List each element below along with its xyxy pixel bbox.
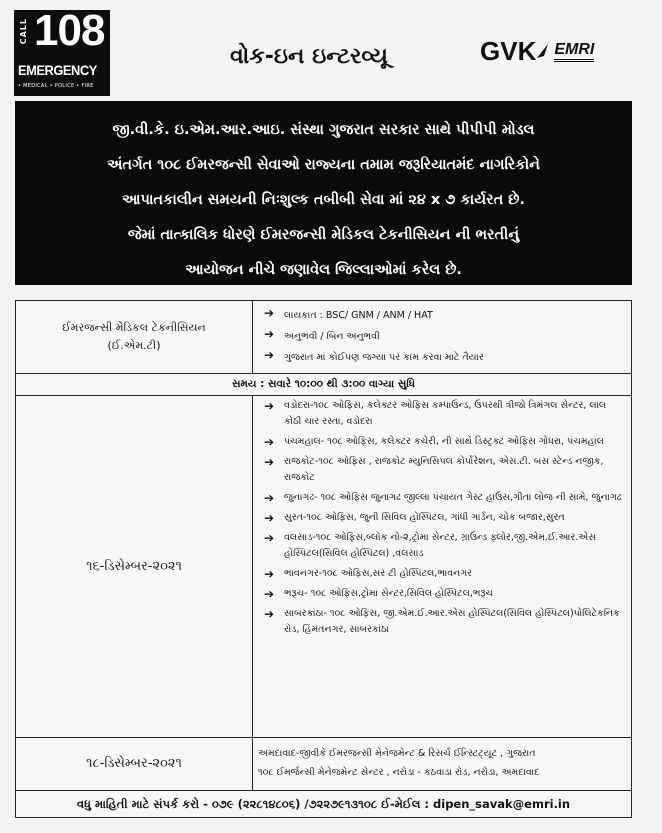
arrow-icon: ➔	[264, 348, 275, 362]
location-item: ➔ જુનાગઢ- ૧૦૮ ઓફિસ જુનાગઢ જીલ્લા પંચાયત ગેસ્ટ હાઉસ,ગીતા લોજ ની સામે, જુનાગઢ	[264, 491, 622, 505]
schedule-date: ૧૬-ડિસેમ્બર-૨૦૨૧	[16, 396, 253, 737]
arrow-icon: ➔	[264, 327, 275, 341]
schedule-date: ૧૮-ડિસેમ્બર-૨૦૨૧	[16, 738, 253, 790]
intro-line: જેમાં તાત્કાલિક ધોરણે ઈમરજન્સી મેડિકલ ટેકનીસિયન ની ભરતીનું	[127, 227, 520, 243]
address-cell	[252, 738, 631, 790]
arrow-icon: ➔	[264, 399, 275, 413]
arrow-icon: ➔	[264, 491, 275, 505]
brand-swoosh-icon	[536, 42, 550, 60]
intro-line: આયોજન નીચે જણાવેલ જિલ્લાઓમાં કરેલ છે.	[185, 262, 462, 278]
locations-cell	[252, 396, 631, 737]
logo-tagline: • MEDICAL • POLICE • FIRE	[18, 83, 94, 89]
arrow-icon: ➔	[264, 306, 275, 320]
poster-title: વોક-ઇન ઇન્ટરવ્યૂ	[230, 44, 388, 69]
location-item: ➔ સાબરકાંઠા- ૧૦૮ ઓફિસ, જી.એમ.ઈ.આર.એસ હોસ્પિટલ(સિવિલ હોસ્પિટલ)પોલિટેકનિક રોડ, હિંમતનગર, સાબરકાંઠા	[264, 606, 625, 638]
brand-gvk: GVK	[480, 35, 537, 66]
arrow-icon: ➔	[264, 455, 275, 469]
logo-number: 108	[34, 6, 105, 55]
location-item: ➔ રાજકોટ-૧૦૮ ઓફિસ , રાજકોટ મ્યુનિસિપલ કોર્પોરેશન, એસ.ટી. બસ સ્ટેન્ડ નજીક, રાજકોટ	[264, 454, 625, 486]
position-abbr: (ઈ.એમ.ટી)	[107, 339, 161, 352]
arrow-icon: ➔	[264, 531, 275, 545]
position-name: ઈમરજન્સી મેડિકલ ટેકનીસિયન	[62, 321, 206, 334]
address-line: અમદાવાદ-જીવીકે ઈમરજન્સી મેનેજમેન્ટ & રિસર્ચ ઈન્સ્ટિટ્યૂટ , ગુજરાત	[258, 748, 536, 759]
contact-footer: વધુ માહિતી માટે સંપર્ક કરો - ૦૭૯ (૨૨૮૧૪૮૦૬) /૭૨૨૭૯૧૩૧૦૮ ઈ-મેઈલ : dipen_savak@emri.in	[15, 790, 632, 818]
intro-line: જી.વી.કે. ઇ.એમ.આર.આઇ. સંસ્થા ગુજરાત સરકાર સાથે પીપીપી મોડલ	[112, 122, 535, 138]
requirement-item: ➔ અનુભવી / બિન અનુભવી	[264, 326, 625, 347]
schedule-row	[15, 395, 632, 737]
location-item: ➔ ભાવનગર-૧૦૮ ઓફિસ,સર ટી હોસ્પિટલ,ભાવનગર	[264, 567, 473, 581]
requirement-item: ➔ ગુજરાત માં કોઈપણ જગ્યા પર કામ કરવા માટે તૈયાર	[264, 347, 625, 368]
logo-emergency-text: EMERGENCY	[18, 62, 97, 78]
position-row	[15, 300, 632, 373]
brand-emri: EMRI	[554, 41, 594, 62]
location-item: ➔ પંચમહાલ- ૧૦૮ ઓફિસ, કલેક્ટર કચેરી, ની સાથે ડિસ્ટ્રક્ટ ઓફિસ ગોધરા, પંચમહાલ	[264, 435, 604, 449]
location-item: ➔ સુરત-૧૦૮ ઓફિસ, જુની સિવિલ હોસ્પિટલ, ગાંધી ગાર્ડન, ચોક બજાર,સુરત	[264, 511, 565, 525]
108-emergency-logo	[14, 6, 110, 96]
arrow-icon: ➔	[264, 435, 275, 449]
requirements-cell	[252, 301, 631, 373]
address-line: ૧૦૮ ઈમર્જન્સી મેનેજમેન્ટ સેન્ટર , નરોડા - કઠવાડા રોડ, નરોડા, અમદાવાદ	[258, 767, 540, 778]
position-cell	[16, 301, 253, 373]
logo-call-text: CALL	[19, 18, 28, 45]
gvk-emri-logo	[480, 34, 594, 68]
location-item: ➔ વલસાડ-૧૦૮ ઓફિસ,બ્લોક નો-૨,ટ્રોમા સેન્ટર, ગ્રાઉન્ડ ફ્લોર,જી.એમ.ઈ.આર.એસ હોસ્પિટલ(સિવિલ હોસ્પિટલ) ,વલસાડ	[264, 530, 625, 562]
location-item: ➔ વડોદરા-૧૦૮ ઓફિસ, કલેક્ટર ઓફિસ કમ્પાઉન્ડ, ઉપરથી ત્રીજો ત્રિમંગલ સેન્ટર, લાલ કોઠી ચાર રસ્તા, વડોદરા	[264, 398, 625, 430]
schedule-row	[15, 737, 632, 790]
arrow-icon: ➔	[264, 587, 275, 601]
intro-block	[15, 101, 632, 285]
requirement-item: ➔ લાયકાત : BSC/ GNM / ANM / HAT	[264, 305, 625, 326]
intro-line: આપાતકાલીન સમયની નિઃશુલ્ક તબીબી સેવા માં ૨૪ x ૭ કાર્યરત છે.	[122, 192, 525, 208]
timing-row: સમય : સવારે ૧૦:૦૦ થી ૩:૦૦ વાગ્યા સુધિ	[15, 373, 632, 395]
arrow-icon: ➔	[264, 607, 275, 621]
location-item: ➔ ભરૂચ- ૧૦૮ ઓફિસ,ટ્રોમા સેન્ટર,સિવિલ હોસ્પિટલ,ભરૂચ	[264, 587, 494, 601]
arrow-icon: ➔	[264, 567, 275, 581]
intro-line: અંતર્ગત ૧૦૮ ઈમરજન્સી સેવાઓ રાજ્યના તમામ જરૂરિયાતમંદ નાગરિકોને	[107, 157, 540, 173]
arrow-icon: ➔	[264, 511, 275, 525]
